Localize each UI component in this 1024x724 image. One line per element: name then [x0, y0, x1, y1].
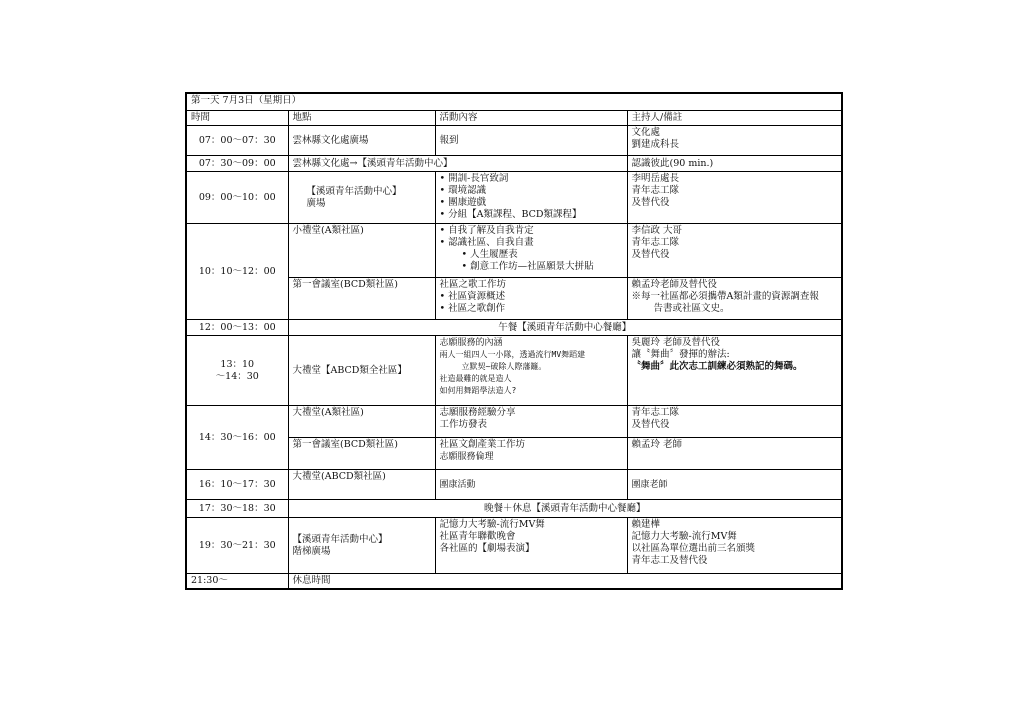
content-cell: [435, 438, 627, 470]
host-line: 文化處: [631, 127, 661, 138]
place-cell: [288, 518, 435, 574]
host-cell: [627, 172, 842, 224]
host-line: 及替代役: [631, 197, 670, 208]
host-line: 及替代役: [631, 419, 670, 430]
host-line: 讓〝舞曲〞發揮的辦法:: [631, 349, 730, 360]
content-cell: 報到: [435, 126, 627, 156]
content-line: • 自我了解及自我肯定: [440, 225, 623, 237]
host-line: 青年志工隊: [631, 407, 680, 418]
place-cell: 第一會議室(BCD類社區): [288, 278, 435, 320]
table-row: [186, 470, 842, 500]
content-cell: [435, 224, 627, 278]
table-row: [186, 224, 842, 278]
content-line: • 人生履歷表: [440, 249, 623, 261]
host-line: 李信政 大哥: [631, 225, 683, 236]
time-cell: 14：30～16：00: [186, 406, 288, 470]
content-line: 社區之歌工作坊: [439, 279, 507, 290]
schedule-sheet: [185, 92, 841, 590]
header-place: 地點: [288, 111, 435, 126]
table-row: [186, 320, 842, 336]
table-row: [186, 156, 842, 172]
time-cell: 10：10～12：00: [186, 224, 288, 320]
table-row: [186, 500, 842, 518]
content-line: • 社區資源概述: [440, 291, 623, 303]
table-row: [186, 336, 842, 406]
content-line: 社造最難的就是造人: [439, 374, 512, 383]
host-line: 以社區為單位選出前三名頒獎: [631, 543, 756, 554]
time-cell: [186, 336, 288, 406]
schedule-title: 第一天 7月3日（星期日）: [186, 93, 842, 111]
host-cell: [627, 224, 842, 278]
content-line: • 社區之歌創作: [440, 303, 623, 315]
host-line: 青年志工隊: [631, 185, 680, 196]
host-cell: [627, 278, 842, 320]
content-line: • 開訓-長官致詞: [440, 173, 623, 185]
host-line: 告書或社區文史。: [653, 303, 730, 314]
place-cell: 休息時間: [288, 574, 842, 590]
host-cell: 認識彼此(90 min.): [627, 156, 842, 172]
content-line: • 環境認識: [440, 185, 623, 197]
time-cell: 16：10～17：30: [186, 470, 288, 500]
content-line: • 認識社區、自我自畫: [440, 237, 623, 249]
header-time: 時間: [186, 111, 288, 126]
place-cell: [288, 172, 435, 224]
place-cell: 大禮堂(A類社區): [288, 406, 435, 438]
place-cell: 小禮堂(A類社區): [288, 224, 435, 278]
host-line: 青年志工及替代役: [631, 555, 708, 566]
content-line: • 分組【A類課程、BCD類課程】: [440, 209, 623, 221]
content-line: 立默契~破除人際藩籬。: [461, 362, 547, 371]
table-row: [186, 172, 842, 224]
content-cell: 團康活動: [435, 470, 627, 500]
time-cell: 07：00～07：30: [186, 126, 288, 156]
table-row: [186, 406, 842, 438]
place-line: 廣場: [306, 197, 326, 209]
time-cell: 09：00～10：00: [186, 172, 288, 224]
content-line: • 團康遊戲: [440, 197, 623, 209]
time-cell: 19：30～21：30: [186, 518, 288, 574]
time-line: 13：10: [220, 358, 255, 370]
host-line: 〝舞曲〞此次志工訓練必須熟記的舞碼。: [631, 361, 803, 372]
host-line: 李明岳處長: [631, 173, 680, 184]
content-line: 工作坊發表: [439, 419, 488, 430]
dinner-cell: 晚餐＋休息【溪頭青年活動中心餐廳】: [288, 500, 842, 518]
content-line: 志願服務倫理: [439, 452, 494, 462]
header-host: 主持人/備註: [627, 111, 842, 126]
title-row: [186, 93, 842, 111]
content-cell: [435, 336, 627, 406]
time-cell: 21:30～: [186, 574, 288, 590]
table-row: [186, 126, 842, 156]
place-line: 階梯廣場: [292, 545, 331, 557]
host-line: 吳麗玲 老師及替代役: [631, 337, 721, 348]
host-cell: [627, 336, 842, 406]
time-cell: 07：30～09：00: [186, 156, 288, 172]
place-cell: 雲林縣文化處→【溪頭青年活動中心】: [288, 156, 627, 172]
content-line: 志願服務經驗分享: [439, 407, 516, 418]
host-cell: 團康老師: [627, 470, 842, 500]
time-cell: 12：00～13：00: [186, 320, 288, 336]
host-line: 賴孟玲老師及替代役: [631, 279, 718, 290]
host-line: ※每一社區都必須攜帶A類計畫的資源調查報: [631, 291, 819, 302]
schedule-table: [185, 92, 843, 590]
host-line: 青年志工隊: [631, 237, 680, 248]
host-line: 及替代役: [631, 249, 670, 260]
table-row: [186, 518, 842, 574]
content-cell: [435, 406, 627, 438]
content-cell: [435, 172, 627, 224]
content-line: 兩人一組四人一小隊，透過流行MV舞蹈建: [439, 350, 586, 359]
host-line: 賴建樺: [631, 519, 661, 530]
content-line: 志願服務的內涵: [439, 338, 503, 348]
place-cell: 第一會議室(BCD類社區): [288, 438, 435, 470]
content-line: 社區文創產業工作坊: [439, 439, 526, 450]
place-line: 【溪頭青年活動中心】: [306, 185, 402, 197]
place-cell: 大禮堂【ABCD類全社區】: [288, 336, 435, 406]
place-cell: 大禮堂(ABCD類社區): [288, 470, 435, 500]
host-cell: [627, 406, 842, 438]
time-cell: 17：30～18：30: [186, 500, 288, 518]
content-line: 記憶力大考驗-流行MV舞: [439, 519, 545, 530]
host-cell: [627, 126, 842, 156]
place-cell: 雲林縣文化處廣場: [288, 126, 435, 156]
content-line: • 創意工作坊—社區願景大拼貼: [440, 261, 623, 273]
header-content: 活動內容: [435, 111, 627, 126]
content-cell: [435, 518, 627, 574]
host-cell: 賴孟玲 老師: [627, 438, 842, 470]
host-line: 劉建成科長: [631, 139, 680, 150]
host-cell: [627, 518, 842, 574]
content-cell: [435, 278, 627, 320]
content-line: 如何用舞蹈學法造人?: [439, 386, 517, 395]
content-line: 社區青年聯歡晚會: [439, 531, 516, 542]
header-row: [186, 111, 842, 126]
lunch-cell: 午餐【溪頭青年活動中心餐廳】: [288, 320, 842, 336]
place-line: 【溪頭青年活動中心】: [292, 533, 388, 545]
host-line: 記憶力大考驗-流行MV舞: [631, 531, 737, 542]
table-row: [186, 574, 842, 590]
content-line: 各社區的【劇場表演】: [439, 543, 535, 554]
time-line: ～14：30: [215, 370, 259, 382]
